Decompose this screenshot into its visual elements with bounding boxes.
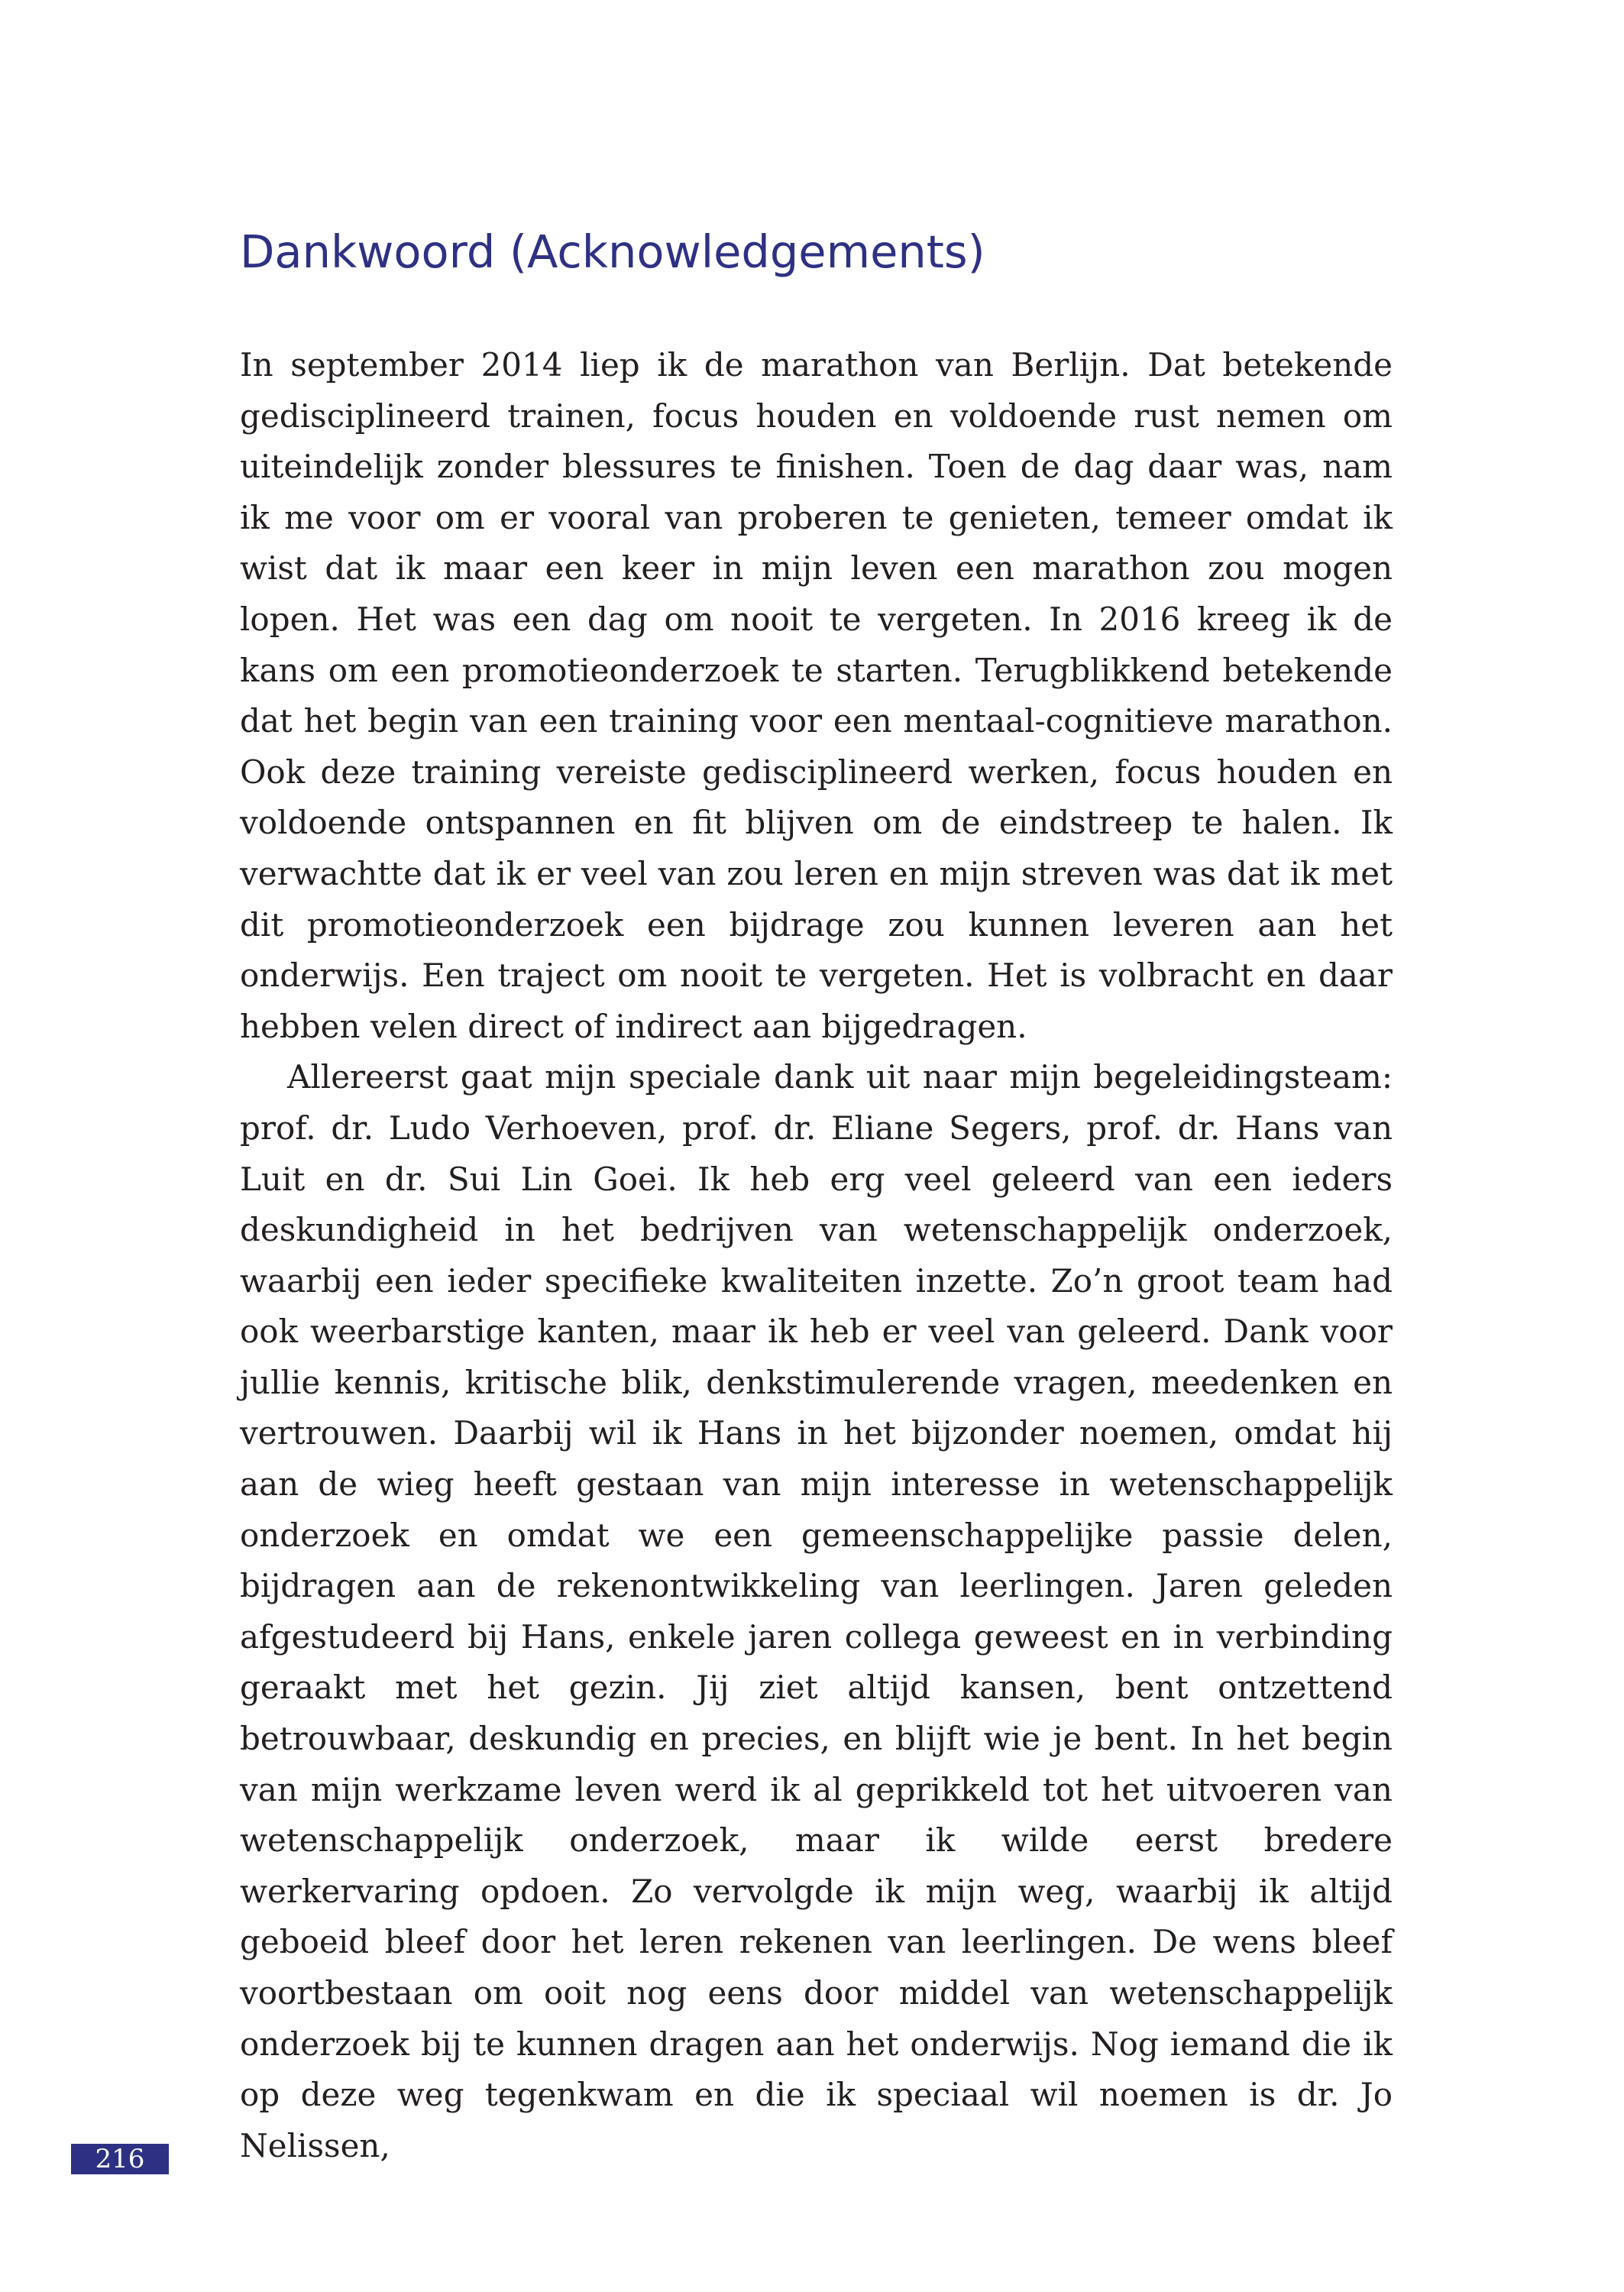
page-title: Dankwoord (Acknowledgements) bbox=[240, 225, 985, 278]
paragraph-2: Allereerst gaat mijn speciale dank uit naar mijn begeleidingsteam: prof. dr. Ludo Verhoeven, prof. dr. Eliane Segers, prof. dr. Hans van Luit en dr. Sui Lin Goei. Ik heb erg veel geleerd van een ieders deskundigheid in het bedrijven van wetenschappelijk onderzoek, waarbij een ieder specifieke kwaliteiten inzette. Zo’n groot team had ook weerbarstige kanten, maar ik heb er veel van geleerd. Dank voor jullie kennis, kritische blik, denkstimulerende vragen, meedenken en vertrouwen. Daarbij wil ik Hans in het bijzonder noemen, omdat hij aan de wieg heeft gestaan van mijn interesse in wetenschappelijk onderzoek en omdat we een gemeenschappelijke passie delen, bijdragen aan de rekenontwikkeling van leerlingen. Jaren geleden afgestudeerd bij Hans, enkele jaren collega geweest en in verbinding geraakt met het gezin. Jij ziet altijd kansen, bent ontzettend betrouwbaar, deskundig en precies, en blijft wie je bent. In het begin van mijn werkzame leven werd ik al geprikkeld tot het uitvoeren van wetenschappelijk onderzoek, maar ik wilde eerst bredere werkervaring opdoen. Zo vervolgde ik mijn weg, waarbij ik altijd geboeid bleef door het leren rekenen van leerlingen. De wens bleef voortbestaan om ooit nog eens door middel van wetenschappelijk onderzoek bij te kunnen dragen aan het onderwijs. Nog iemand die ik op deze weg tegenkwam en die ik speciaal wil noemen is dr. Jo Nelissen, bbox=[240, 1058, 1393, 2164]
body-text bbox=[240, 340, 1393, 2171]
paragraph-1: In september 2014 liep ik de marathon van Berlijn. Dat betekende gedisciplineerd trainen, focus houden en voldoende rust nemen om uiteindelijk zonder blessures te finishen. Toen de dag daar was, nam ik me voor om er vooral van proberen te genieten, temeer omdat ik wist dat ik maar een keer in mijn leven een marathon zou mogen lopen. Het was een dag om nooit te vergeten. In 2016 kreeg ik de kans om een promotieonderzoek te starten. Terugblikkend betekende dat het begin van een training voor een mentaal-cognitieve marathon. Ook deze training vereiste gedisciplineerd werken, focus houden en voldoende ontspannen en fit blijven om de eindstreep te halen. Ik verwachtte dat ik er veel van zou leren en mijn streven was dat ik met dit promotieonderzoek een bijdrage zou kunnen leveren aan het onderwijs. Een traject om nooit te vergeten. Het is volbracht en daar hebben velen direct of indirect aan bijgedragen. bbox=[240, 346, 1393, 1045]
page-number-badge: 216 bbox=[71, 2144, 169, 2174]
